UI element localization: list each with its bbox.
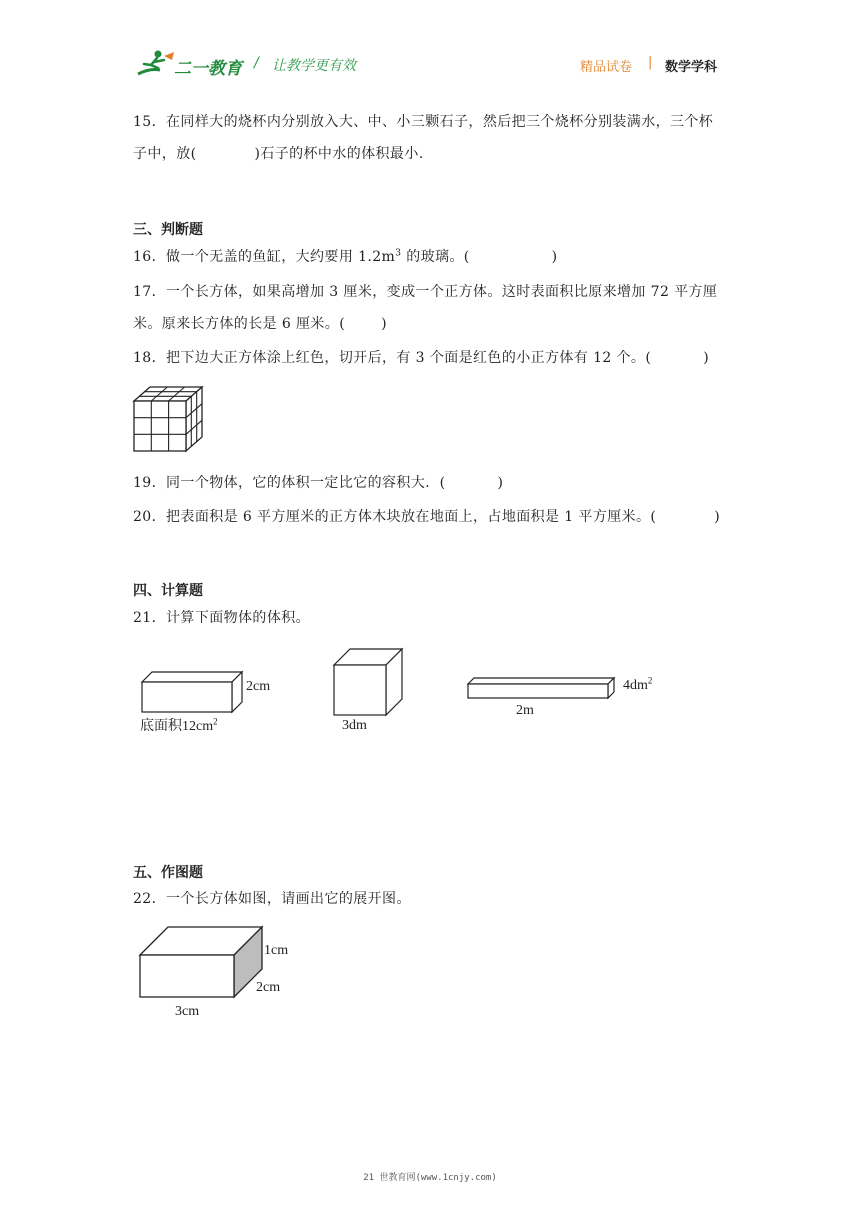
question-17-line-2 [133,314,387,334]
header-separator: / [254,55,259,71]
box-length-label: 3cm [175,1004,200,1019]
question-16-text-a: 16．做一个无盖的鱼缸，大约要用 1.2m [133,249,396,265]
box-figure [138,925,264,1003]
question-15-text-b: )石子的杯中水的体积最小. [254,146,424,162]
question-16-superscript: 3 [395,248,402,259]
question-18-text-b: ) [703,350,710,366]
question-21: 21．计算下面物体的体积。 [133,610,311,626]
question-19 [133,473,503,493]
bar-3-area-text: 4dm [623,678,648,693]
question-19-text-b: ) [497,475,504,491]
cube-figure-2 [332,647,404,721]
question-16-text-b: 的玻璃。( [401,249,470,265]
cuboid-1-height-label: 2cm [246,679,271,694]
long-bar-figure-3 [466,676,616,704]
question-22: 22．一个长方体如图，请画出它的展开图。 [133,891,411,907]
section-title-drawing: 五、作图题 [133,865,203,881]
cuboid-figure-1 [140,670,244,718]
question-17-text-b: ) [381,316,387,332]
question-15-line-1: 15．在同样大的烧杯内分别放入大、中、小三颗石子，然后把三个烧杯分别装满水，三个杯 [133,114,714,130]
question-16 [133,247,558,267]
question-18-text-a: 18．把下边大正方体涂上红色，切开后，有 3 个面是红色的小正方体有 12 个。( [133,350,652,366]
logo-icon [136,48,176,78]
cuboid-1-base-area-label [140,715,218,735]
question-20-text-b: ) [714,509,721,525]
question-15-text-a: 子中，放( [133,146,197,162]
cuboid-1-base-area-sup: 2 [213,716,218,727]
section-title-calculation: 四、计算题 [133,583,203,599]
cuboid-1-base-area-text: 底面积12cm [140,719,214,734]
bar-3-area-sup: 2 [647,675,653,686]
section-title-judgement: 三、判断题 [133,222,203,238]
header-divider: | [648,55,653,70]
logo-text: 二一教育 [174,59,242,79]
question-18 [133,348,709,368]
header-subject: 数学学科 [665,60,718,75]
question-16-text-c: ) [551,249,558,265]
question-15-line-2 [133,144,424,164]
header-premium-label: 精品试卷 [580,60,633,75]
question-17-line-1: 17．一个长方体，如果高增加 3 厘米，变成一个正方体。这时表面积比原来增加 72 平方厘 [133,284,718,300]
box-height-label: 1cm [264,943,289,958]
question-20 [133,507,720,527]
bar-3-area-label [623,675,653,694]
box-width-label: 2cm [256,980,281,995]
bar-3-length-label: 2m [516,703,534,718]
cube-2-edge-label: 3dm [342,718,367,733]
question-20-text-a: 20．把表面积是 6 平方厘米的正方体木块放在地面上，占地面积是 1 平方厘米。( [133,509,657,525]
cube-3x3-figure [130,385,206,457]
footer-source: 21 世教育网(www.1cnjy.com) [363,1173,497,1183]
header [0,40,860,90]
question-17-text-a: 米。原来长方体的长是 6 厘米。( [133,316,346,332]
question-19-text-a: 19．同一个物体，它的体积一定比它的容积大．( [133,475,446,491]
header-slogan: 让教学更有效 [272,58,356,74]
